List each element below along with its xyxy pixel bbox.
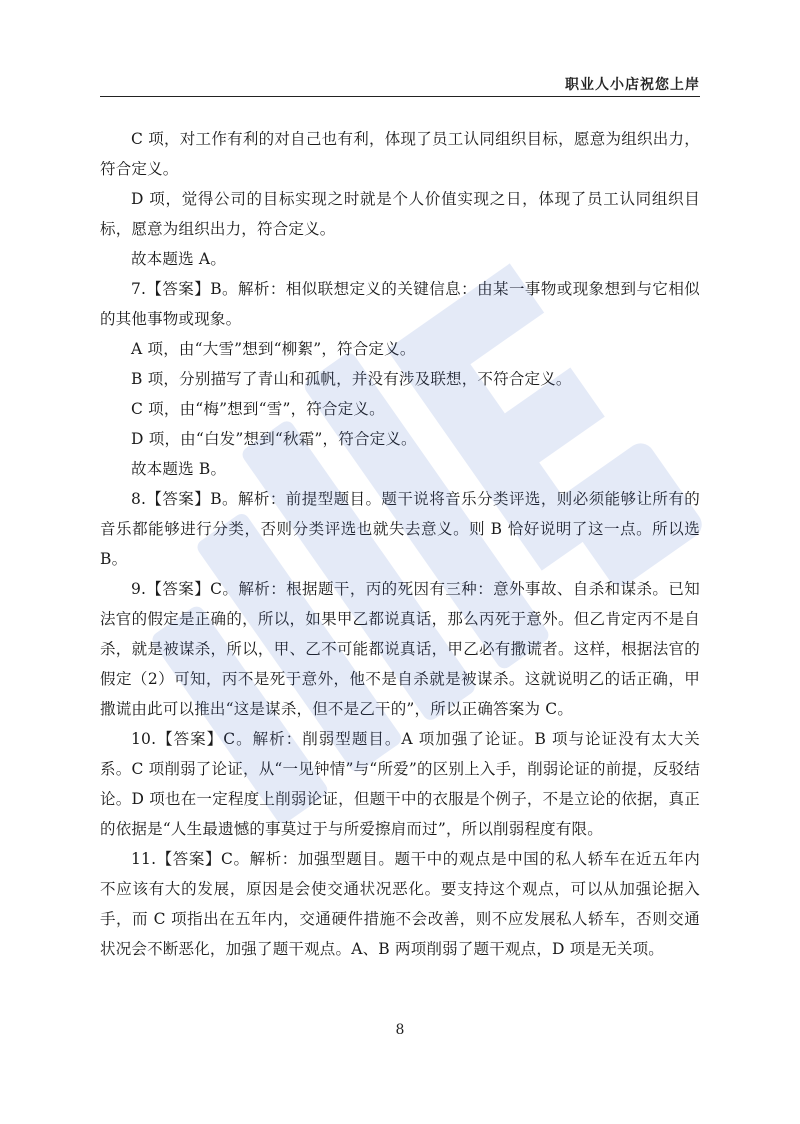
paragraph: B 项，分别描写了青山和孤帆，并没有涉及联想，不符合定义。 <box>131 370 572 388</box>
paragraph: C 项，对工作有利的对自己也有利，体现了员工认同组织目标，愿意为组织出力，符合定义。 <box>100 130 700 178</box>
paragraph: D 项，觉得公司的目标实现之时就是个人价值实现之日，体现了员工认同组织目标，愿意为组织出力，符合定义。 <box>100 190 700 238</box>
paragraph: 7.【答案】B。解析：相似联想定义的关键信息：由某一事物或现象想到与它相似的其他事物或现象。 <box>100 280 700 328</box>
paragraph: 9.【答案】C。解析：根据题干，丙的死因有三种：意外事故、自杀和谋杀。已知法官的假定是正确的，所以，如果甲乙都说真话，那么丙死于意外。但乙肯定丙不是自杀，就是被谋杀，所以，甲、乙不可能都说真话，甲乙必有撒谎者。这样，根据法官的假定（2）可知，丙不是死于意外，他不是自杀就是被谋杀。这就说明乙的话正确，甲撒谎由此可以推出“这是谋杀，但不是乙干的”，所以正确答案为 C。 <box>100 580 700 718</box>
page-number: 8 <box>395 1022 405 1038</box>
paragraph: A 项，由“大雪”想到“柳絮”，符合定义。 <box>131 340 416 358</box>
paragraph: 10.【答案】C。解析：削弱型题目。A 项加强了论证。B 项与论证没有太大关系。C 项削弱了论证，从“一见钟情”与“所爱”的区别上入手，削弱论证的前提，反驳结论。D 项也在一定程度上削弱论证，但题干中的衣服是个例子，不是立论的依据，真正的依据是“人生最遗憾的事莫过于与所爱擦肩而过”，所以削弱程度有限。 <box>100 730 700 838</box>
paragraph: 故本题选 A。 <box>131 250 227 268</box>
paragraph: 11.【答案】C。解析：加强型题目。题干中的观点是中国的私人轿车在近五年内不应该有大的发展，原因是会使交通状况恶化。要支持这个观点，可以从加强论据入手，而 C 项指出在五年内，交通硬件措施不会改善，则不应发展私人轿车，否则交通状况会不断恶化，加强了题干观点。A、B 两项削弱了题干观点，D 项是无关项。 <box>100 850 700 958</box>
page-header <box>100 68 700 97</box>
header-title: 职业人小店祝您上岸 <box>565 77 700 93</box>
paragraph: 故本题选 B。 <box>131 460 227 478</box>
paragraph: 8.【答案】B。解析：前提型题目。题干说将音乐分类评选，则必须能够让所有的音乐都能够进行分类，否则分类评选也就失去意义。则 B 恰好说明了这一点。所以选 B。 <box>100 490 700 568</box>
paragraph: C 项，由“梅”想到“雪”，符合定义。 <box>131 400 385 418</box>
page-content <box>100 124 700 964</box>
paragraph: D 项，由“白发”想到“秋霜”，符合定义。 <box>131 430 417 448</box>
